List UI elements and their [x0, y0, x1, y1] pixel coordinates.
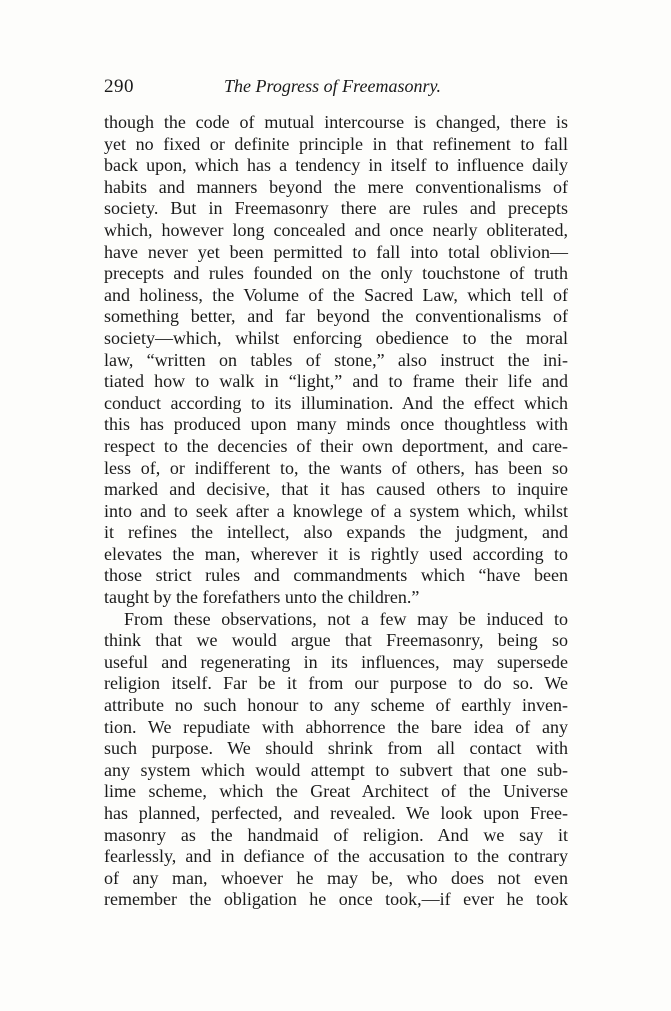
text-line: masonry as the handmaid of religion. And we say it: [104, 824, 568, 845]
text-line: those strict rules and commandments which “have been: [104, 565, 568, 586]
text-line: tion. We repudiate with abhorrence the bare idea of any: [104, 716, 568, 737]
text-line: think that we would argue that Freemasonry, being so: [104, 630, 568, 651]
body-text: [104, 112, 568, 911]
text-line: society. But in Freemasonry there are rules and precepts: [104, 198, 568, 219]
text-line: back upon, which has a tendency in itself to influence daily: [104, 155, 568, 176]
text-line: conduct according to its illumination. And the effect which: [104, 392, 568, 413]
text-line: religion itself. Far be it from our purpose to do so. We: [104, 673, 568, 694]
text-line: of any man, whoever he may be, who does not even: [104, 867, 568, 888]
text-line: fearlessly, and in defiance of the accusation to the contrary: [104, 846, 568, 867]
text-line: elevates the man, wherever it is rightly used according to: [104, 543, 568, 564]
text-line: less of, or indifferent to, the wants of others, has been so: [104, 457, 568, 478]
text-line: which, however long concealed and once nearly obliterated,: [104, 219, 568, 240]
text-line: lime scheme, which the Great Architect of the Universe: [104, 781, 568, 802]
page-header: [104, 76, 568, 100]
text-line: yet no fixed or definite principle in that refinement to fall: [104, 133, 568, 154]
paragraph-end-line: taught by the forefathers unto the children.”: [104, 587, 420, 608]
page-number: 290: [104, 76, 134, 97]
text-line: precepts and rules founded on the only touchstone of truth: [104, 263, 568, 284]
text-line: has planned, perfected, and revealed. We look upon Free-: [104, 803, 568, 823]
text-line: something better, and far beyond the conventionalisms of: [104, 306, 568, 327]
running-title: The Progress of Freemasonry.: [224, 76, 441, 96]
text-line: this has produced upon many minds once thoughtless with: [104, 414, 568, 435]
text-line: attribute no such honour to any scheme of earthly inven-: [104, 695, 568, 716]
text-line: tiated how to walk in “light,” and to frame their life and: [104, 371, 568, 392]
text-line: habits and manners beyond the mere conventionalisms of: [104, 176, 568, 197]
text-line: law, “written on tables of stone,” also instruct the ini-: [104, 349, 568, 370]
text-line: such purpose. We should shrink from all contact with: [104, 738, 568, 759]
text-line: any system which would attempt to subvert that one sub-: [104, 759, 568, 780]
text-line: and holiness, the Volume of the Sacred Law, which tell of: [104, 284, 568, 305]
paragraph-start-line: From these observations, not a few may be induced to: [124, 608, 568, 629]
text-line: useful and regenerating in its influences, may supersede: [104, 651, 568, 672]
text-line: it refines the intellect, also expands the judgment, and: [104, 522, 568, 543]
text-line: respect to the decencies of their own deportment, and care-: [104, 435, 568, 456]
text-line: into and to seek after a knowlege of a system which, whilst: [104, 500, 568, 521]
text-line: remember the obligation he once took,—if ever he took: [104, 889, 568, 910]
text-line: have never yet been permitted to fall into total oblivion—: [104, 241, 568, 262]
text-line: marked and decisive, that it has caused others to inquire: [104, 479, 568, 500]
text-line: society—which, whilst enforcing obedience to the moral: [104, 327, 568, 348]
text-line: though the code of mutual intercourse is changed, there is: [104, 112, 568, 132]
